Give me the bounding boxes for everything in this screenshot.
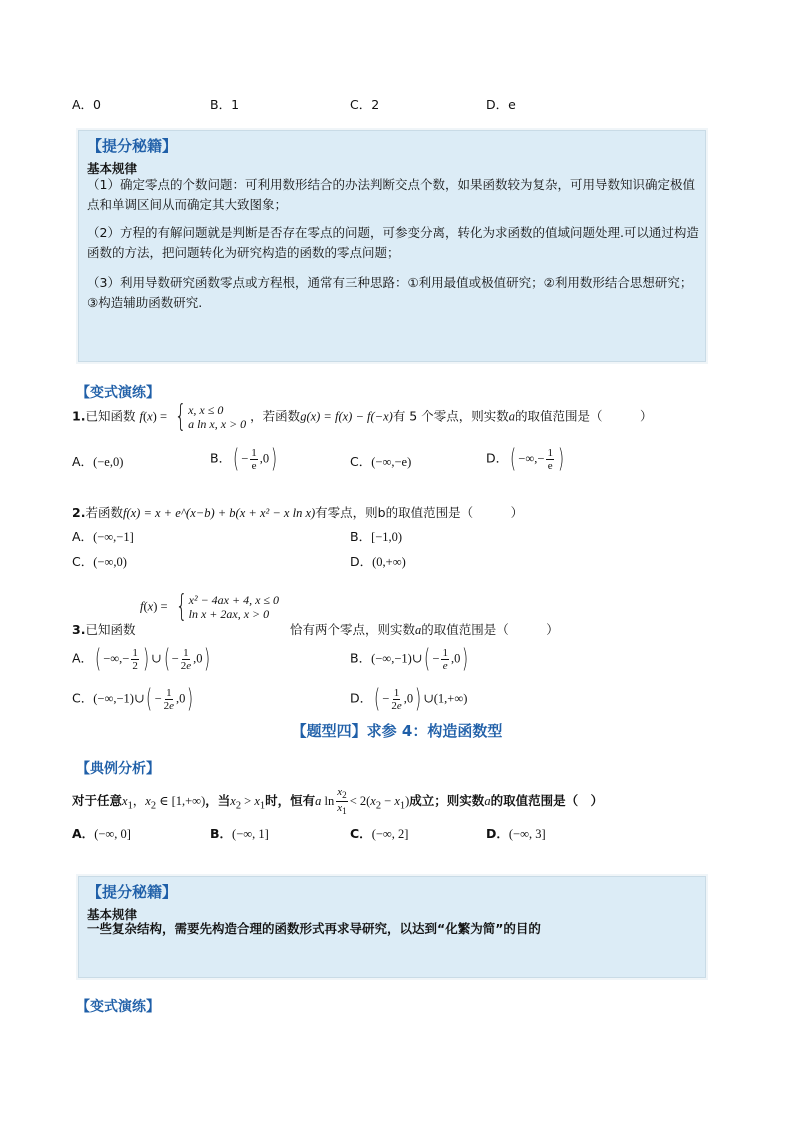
q1-option-d: D．( −∞,− $\frac{1}{e}$ )	[486, 444, 565, 474]
option-c: C．2	[350, 97, 380, 112]
tip-subtitle: 基本规律	[87, 907, 138, 922]
q1-option-a-value: (−e,0)	[93, 455, 124, 469]
q1-case-2: a ln x, x > 0	[188, 417, 247, 431]
q2-option-a: A．(−∞,−1]	[72, 529, 134, 544]
tip-subtitle: 基本规律	[87, 161, 138, 176]
example-heading: 【典例分析】	[76, 761, 160, 777]
q1-option-c-value: (−∞,−e)	[371, 455, 412, 469]
q1-lead: 已知函数	[85, 408, 136, 424]
question-3	[72, 620, 135, 638]
q2-lead: 若函数	[85, 505, 123, 520]
question-number: 1.	[72, 408, 86, 424]
q1-case-1: x, x ≤ 0	[188, 403, 224, 417]
q1-option-b: B．( − $\frac{1}{e}$ ,0)	[210, 444, 278, 474]
question-2	[72, 503, 523, 521]
q3-lead: 已知函数	[85, 622, 136, 637]
question-3-tail: 恰有两个零点，则实数a的取值范围是（ ）	[290, 622, 559, 637]
tip-paragraph-2: （2）方程的有解问题就是判断是否存在零点的问题，可参变分离，转化为求函数的值域问题处理.可以通过构造函数的方法，把问题转化为研究构造的函数的零点问题；	[87, 225, 699, 260]
example-option-c: C．(−∞, 2]	[350, 826, 409, 841]
q2-expr: f(x) = x + e^(x−b) + b(x + x² − x ln x)	[122, 506, 316, 520]
variant-heading-2: 【变式演练】	[76, 999, 160, 1015]
tip-box-1	[78, 130, 706, 362]
q2-option-c: C．(−∞,0)	[72, 554, 127, 569]
tip-title: 【提分秘籍】	[87, 883, 178, 901]
tip-paragraph-1: （1）确定零点的个数问题：可利用数形结合的办法判断交点个数，如果函数较为复杂，可用导数知识确定极值点和单调区间从而确定其大致图象；	[87, 177, 695, 212]
option-d: D．e	[486, 97, 516, 112]
tip-paragraph: 一些复杂结构，需要先构造合理的函数形式再求导研究，以达到“化繁为简”的目的	[87, 921, 541, 936]
tip-paragraph-3: （3）利用导数研究函数零点或方程根，通常有三种思路：①利用最值或极值研究；②利用数形结合思想研究；③构造辅助函数研究.	[87, 275, 693, 310]
option-a: A．0	[72, 97, 102, 112]
q1-fx: f	[139, 409, 143, 424]
q3-case-1: x² − 4ax + 4, x ≤ 0	[188, 593, 279, 607]
tip-title: 【提分秘籍】	[87, 137, 178, 155]
option-b: B．1	[210, 97, 240, 112]
question-number: 3.	[72, 622, 86, 637]
q1-tail: 有 5 个零点，则实数	[392, 408, 509, 424]
q1-mid: ，若函数	[250, 408, 301, 424]
example-option-a: A．(−∞, 0]	[72, 826, 131, 841]
q2-option-d: D．(0,+∞)	[350, 554, 406, 569]
example-option-b: B．(−∞, 1]	[210, 826, 269, 841]
q3-piecewise: f(x) = { x² − 4ax + 4, x ≤ 0 ln x + 2ax, x > 0	[140, 589, 279, 624]
example-question: 对于任意$x_1$，$x_2$ ∈ [1,+∞)，当$x_2 > x_1$时，恒有a ln $\frac{x_2}{x_1}$ < $2(x_2 - x_1)$成立；则实数a的取值范围是（ ）	[72, 786, 604, 817]
variant-heading: 【变式演练】	[76, 385, 160, 401]
q2-tail: 有零点，则b的取值范围是（ ）	[315, 505, 524, 520]
q2-option-b: B．[−1,0)	[350, 529, 403, 544]
example-option-d: D．(−∞, 3]	[486, 826, 546, 841]
q3-option-b: B．(−∞,−1)∪( − $\frac{1}{e}$ ,0)	[350, 644, 469, 674]
q1-end: 的取值范围是（ ）	[514, 408, 653, 424]
q3-option-a: A．( −∞,− $\frac{1}{2}$ ) ∪( − $\frac{1}{2e}$ ,0)	[72, 644, 211, 674]
section-title: 【题型四】求参 4：构造函数型	[291, 722, 503, 740]
q3-option-d: D．( − $\frac{1}{2e}$ ,0) ∪(1,+∞)	[350, 684, 468, 714]
q1-g: g(x) = f(x) − f(−x)	[300, 409, 393, 424]
tip-box-2	[78, 876, 706, 978]
q3-option-c: C．(−∞,−1)∪( − $\frac{1}{2e}$ ,0)	[72, 684, 194, 714]
question-number: 2.	[72, 505, 86, 520]
q1-option-c: C．(−∞,−e)	[350, 454, 412, 469]
question-1: 1.已知函数 f(x) = { x, x ≤ 0 a ln x, x > 0 ，若函数g(x) = f(x) − f(−x)有 5 个零点，则实数a的取值范围是（ ）	[72, 399, 653, 434]
q3-case-2: ln x + 2ax, x > 0	[188, 607, 270, 621]
q1-option-a: A．(−e,0)	[72, 454, 124, 469]
q1-piecewise: { x, x ≤ 0 a ln x, x > 0	[174, 399, 247, 434]
q1-a: a	[508, 409, 515, 424]
